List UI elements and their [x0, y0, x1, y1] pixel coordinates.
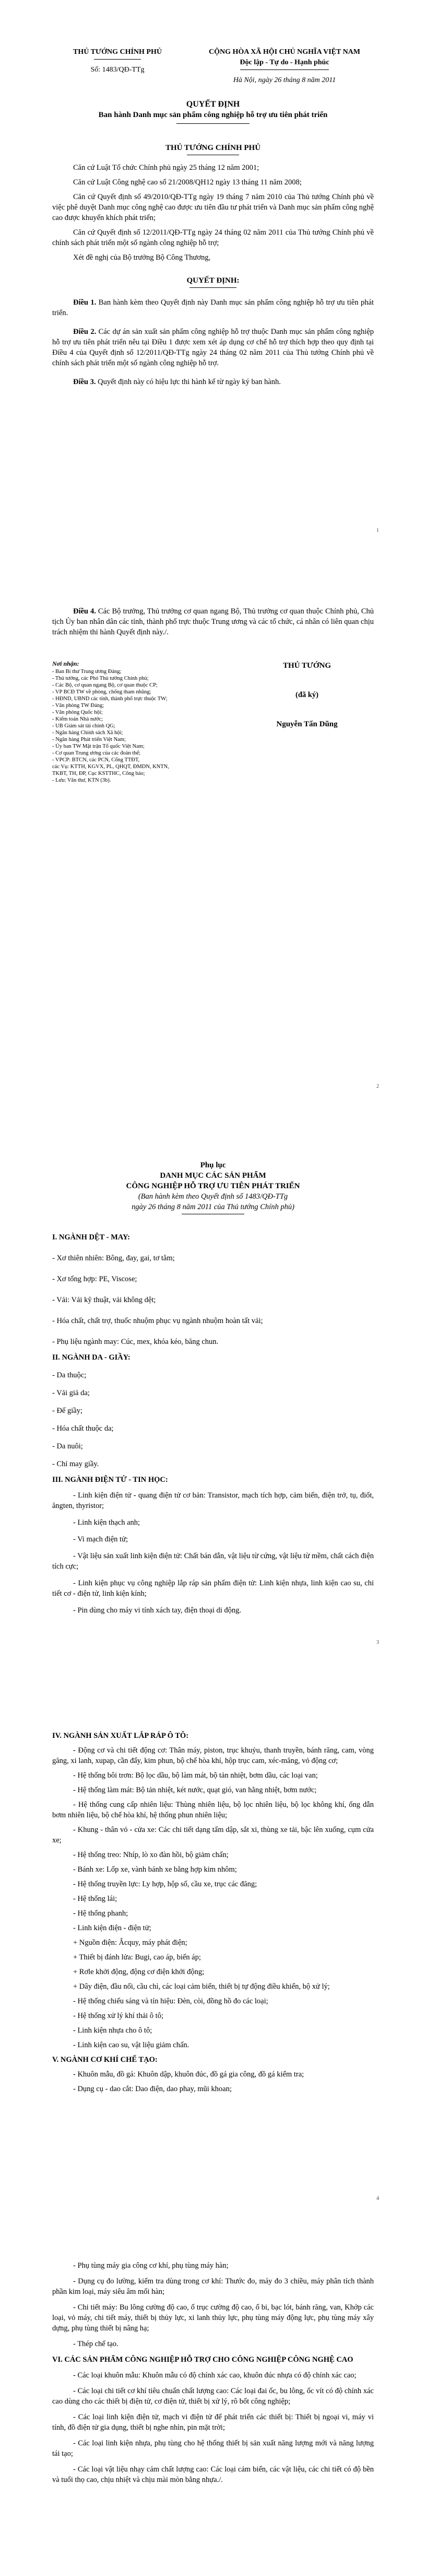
- list-item: - Phụ liệu ngành may: Cúc, mex, khóa kéo, băng chun.: [52, 1338, 219, 1346]
- list-item: - Khung - thân vỏ - cửa xe: Các chi tiết dạng tấm dập, sắt xi, thùng xe tải, bậc lên xuống, cụm cửa xe;: [52, 1826, 374, 1844]
- list-item: - Các loại khuôn mẫu: Khuôn mẫu có độ chính xác cao, khuôn đúc nhựa có độ chính xác cao;: [73, 2371, 357, 2380]
- doc-number: Số: 1483/QĐ-TTg: [90, 66, 145, 74]
- list-item: - Khuôn mẫu, đồ gá: Khuôn dập, khuôn đúc, đồ gá gia công, đồ gá kiểm tra;: [73, 2070, 304, 2079]
- recipient-8: - Kiểm toán Nhà nước;: [52, 716, 103, 722]
- recipient-17: - Lưu: Văn thư, KTN (3b).: [52, 778, 111, 783]
- list-item: - Đế giầy;: [52, 1407, 82, 1415]
- list-item: - Hệ thống xử lý khí thải ô tô;: [73, 2012, 163, 2020]
- list-item: - Hệ thống phanh;: [73, 1909, 128, 1918]
- article-4-head: Điều 4.: [73, 607, 96, 616]
- recipients-block: [52, 660, 224, 784]
- recipient-3: - Các Bộ, cơ quan ngang Bộ, cơ quan thuộc CP;: [52, 682, 158, 688]
- list-item: - Hệ thống lái;: [73, 1895, 117, 1903]
- list-item: + Thiết bị đánh lửa: Bugi, cao áp, biến áp;: [73, 1953, 201, 1962]
- list-item: - Da nuôi;: [52, 1442, 83, 1451]
- page-1-body: [52, 99, 374, 387]
- list-item: - Linh kiện cao su, vật liệu giảm chấn.: [73, 2041, 190, 2049]
- page-gap: [0, 552, 426, 556]
- list-item: - Bánh xe: Lốp xe, vành bánh xe bằng hợp kim nhôm;: [73, 1865, 237, 1874]
- list-item: - Hóa chất, chất trợ, thuốc nhuộm phục vụ ngành nhuộm hoàn tất vải;: [52, 1317, 263, 1325]
- article-1-text: Ban hành kèm theo Quyết định này Danh mục sản phẩm công nghiệp hỗ trợ ưu tiên phát triển.: [52, 298, 374, 317]
- place-date: Hà Nội, ngày 26 tháng 8 năm 2011: [233, 76, 336, 84]
- list-item: - Linh kiện điện - điện tử;: [73, 1924, 151, 1932]
- list-item: - Xơ tổng hợp: PE, Viscose;: [52, 1275, 137, 1283]
- recipient-7: - Văn phòng Quốc hội;: [52, 710, 103, 715]
- list-item: - Linh kiện nhựa cho ô tô;: [73, 2026, 152, 2035]
- page-2: [0, 556, 426, 1108]
- list-item: - Các loại vật liệu nhạy cảm chất lượng cao: Các loại cảm biến, các vật liệu, các chi tiết có độ bền và tuổi thọ cao, chịu nhiệt và chịu mài mòn bằng nhựa./.: [52, 2465, 374, 2484]
- list-item: - Hệ thống truyền lực: Ly hợp, hộp số, cầu xe, trục các đăng;: [73, 1880, 257, 1888]
- list-item: - Chỉ may giầy.: [52, 1460, 99, 1468]
- article-4: [52, 606, 374, 637]
- article-3: [52, 377, 374, 387]
- page-number: 1: [376, 528, 379, 533]
- page-1: [0, 0, 426, 552]
- list-item: - Linh kiện phục vụ công nghiệp lắp ráp sản phẩm điện tử: Linh kiện nhựa, linh kiện cao su, chi tiết cơ - điện tử, linh kiện kính;: [52, 1579, 374, 1598]
- article-1-head: Điều 1.: [73, 298, 97, 307]
- issuer: THỦ TƯỚNG CHÍNH PHỦ: [165, 144, 261, 152]
- page-number: 3: [376, 1640, 379, 1645]
- section-heading: IV. NGÀNH SẢN XUẤT LẮP RÁP Ô TÔ:: [52, 1732, 189, 1740]
- page-5: [0, 2224, 426, 2576]
- decides-rule: [190, 287, 236, 288]
- article-2: [52, 327, 374, 368]
- list-item: - Hệ thống bôi trơn: Bộ lọc dầu, bộ làm mát, bộ tản nhiệt, bơm dầu, các loại van;: [73, 1771, 318, 1780]
- signer-name: Nguyễn Tấn Dũng: [276, 720, 338, 728]
- signer-title: THỦ TƯỚNG: [282, 662, 332, 670]
- recipient-15: các Vụ: KTTH, KGVX, PL, QHQT, ĐMDN, KNTN,: [52, 764, 169, 770]
- recipient-1: - Ban Bí thư Trung ương Đảng;: [52, 669, 122, 675]
- nation-block: [188, 47, 381, 86]
- list-item: - Vải giả da;: [52, 1389, 90, 1397]
- basis-1: Căn cứ Luật Tổ chức Chính phủ ngày 25 tháng 12 năm 2001;: [73, 164, 259, 172]
- list-item: - Dụng cụ đo lường, kiểm tra dùng trong cơ khí: Thước đo, máy đo 3 chiều, máy phân tích thành phần kim loại, máy siêu âm mối hàn;: [52, 2277, 374, 2296]
- page-number: 4: [376, 2196, 379, 2201]
- list-item: - Linh kiện điện tử - quang điện tử cơ bản: Transistor, mạch tích hợp, cảm biến, điện trở, tụ, điốt, ăngten, thyristor;: [52, 1491, 374, 1510]
- article-3-head: Điều 3.: [73, 378, 96, 386]
- page-gap: [0, 2220, 426, 2224]
- agency-block: [52, 47, 183, 75]
- article-1: [52, 297, 374, 318]
- nation-name: CỘNG HÒA XÃ HỘI CHỦ NGHĨA VIỆT NAM: [208, 48, 360, 56]
- article-3-text: Quyết định này có hiệu lực thi hành kể từ ngày ký ban hành.: [96, 378, 281, 386]
- appendix-sub-1: (Ban hành kèm theo Quyết định số 1483/QĐ-TTg: [138, 1192, 288, 1201]
- recipient-10: - Ngân hàng Chính sách Xã hội;: [52, 730, 123, 736]
- article-2-head: Điều 2.: [73, 328, 97, 336]
- recipients-label: Nơi nhận:: [52, 660, 79, 667]
- recipient-16: TKBT, TH, ĐP, Cục KSTTHC, Công báo;: [52, 771, 145, 776]
- list-item: - Thép chế tạo.: [73, 2340, 119, 2348]
- list-item: - Vật liệu sản xuất linh kiện điện tử: Chất bán dẫn, vật liệu từ cứng, vật liệu từ mềm, chất cách điện tích cực;: [52, 1552, 374, 1571]
- list-item: - Phụ tùng máy gia công cơ khí, phụ tùng máy hàn;: [73, 2261, 229, 2270]
- appendix-sub-2: ngày 26 tháng 8 năm 2011 của Thủ tướng Chính phủ): [132, 1203, 294, 1211]
- list-item: - Hệ thống treo: Nhíp, lò xo đàn hồi, bộ giảm chấn;: [73, 1851, 229, 1859]
- list-item: - Vi mạch điện tử;: [73, 1535, 128, 1544]
- page-3-body: [52, 1160, 374, 1626]
- recipient-13: - Cơ quan Trung ương của các đoàn thể;: [52, 750, 141, 756]
- article-4-text: Các Bộ trưởng, Thủ trưởng cơ quan ngang Bộ, Thủ trưởng cơ quan thuộc Chính phủ, Chủ tịch Ủy ban nhân dân các tỉnh, thành phố trực thuộc Trung ương và các tổ chức, cá nhân có liên quan chịu trách nhiệm thi hành Quyết định này./.: [52, 607, 374, 636]
- recipient-14: - VPCP: BTCN, các PCN, Cổng TTĐT,: [52, 757, 140, 763]
- list-item: - Vải: Vải kỹ thuật, vải không dệt;: [52, 1296, 156, 1304]
- list-item: - Các loại linh kiện nhựa, phụ tùng cho hệ thống thiết bị sản xuất năng lượng mới và năng lượng tái tạo;: [52, 2439, 374, 2458]
- list-item: - Hệ thống chiếu sáng và tín hiệu: Đèn, còi, đồng hồ đo các loại;: [73, 1997, 268, 2005]
- recipient-2: - Thủ tướng, các Phó Thủ tướng Chính phủ;: [52, 676, 149, 681]
- section-heading: VI. CÁC SẢN PHẨM CÔNG NGHIỆP HỖ TRỢ CHO CÔNG NGHIỆP CÔNG NGHỆ CAO: [52, 2355, 353, 2364]
- doc-type: QUYẾT ĐỊNH: [186, 100, 240, 109]
- doc-title: Ban hành Danh mục sản phẩm công nghiệp hỗ trợ ưu tiên phát triển: [98, 111, 328, 119]
- agency-rule: [94, 59, 141, 60]
- section-heading: II. NGÀNH DA - GIẦY:: [52, 1353, 131, 1362]
- page-gap: [0, 1108, 426, 1112]
- section-heading: III. NGÀNH ĐIỆN TỬ - TIN HỌC:: [52, 1476, 168, 1484]
- signed-mark: (đã ký): [295, 691, 318, 699]
- recipient-6: - Văn phòng TW Đảng;: [52, 703, 104, 709]
- list-item: - Da thuộc;: [52, 1371, 87, 1379]
- list-item: - Hệ thống làm mát: Bộ tản nhiệt, két nước, quạt gió, van hằng nhiệt, bơm nước;: [73, 1786, 317, 1794]
- recipient-9: - UB Giám sát tài chính QG;: [52, 723, 115, 729]
- list-item: - Pin dùng cho máy vi tính xách tay, điện thoại di động.: [73, 1606, 242, 1615]
- basis-5: Xét đề nghị của Bộ trưởng Bộ Công Thương,: [73, 253, 211, 262]
- basis-4: Căn cứ Quyết định số 12/2011/QĐ-TTg ngày 24 tháng 02 năm 2011 của Thủ tướng Chính phủ về chính sách phát triển một số ngành công nghiệp hỗ trợ;: [52, 228, 374, 247]
- list-item: + Dây điện, đầu nối, cầu chì, các loại cảm biến, thiết bị tự động điều khiển, bộ xử lý;: [73, 1982, 330, 1991]
- appendix-label: Phụ lục: [200, 1161, 226, 1169]
- list-item: - Động cơ và chi tiết động cơ: Thân máy, piston, trục khuỷu, thanh truyền, bánh răng, cam, vòng găng, xi lanh, xupap, cần đẩy, kim phun, bộ chế hòa khí, hộp trục cam, xéc-măng, vỏ động cơ;: [52, 1746, 374, 1765]
- page-4-body: [52, 1731, 374, 2098]
- article-2-text: Các dự án sản xuất sản phẩm công nghiệp hỗ trợ thuộc Danh mục sản phẩm công nghiệp hỗ trợ ưu tiên phát triển nêu tại Điều 1 được xem xét áp dụng cơ chế hỗ trợ thích hợp theo quy định tại Điều 4 của Quyết định số 12/2011/QĐ-TTg ngày 24 tháng 02 năm 2011 của Thủ tướng Chính phủ về chính sách phát triển một số ngành công nghiệp hỗ trợ.: [52, 328, 374, 367]
- list-item: - Dụng cụ - dao cắt: Dao điện, dao phay, mũi khoan;: [73, 2085, 232, 2093]
- list-item: + Nguồn điện: Ắcquy, máy phát điện;: [73, 1939, 187, 1947]
- list-item: - Chi tiết máy: Bu lông cường độ cao, ổ trục cường độ cao, ổ bi, bạc lót, bánh răng, van, Khớp các loại, vỏ máy, chi tiết máy, thiết bị thủy lực, xi lanh thủy lực, phụ tùng máy động lực, phụ tùng máy xây dựng, phụ tùng thiết bị nâng hạ;: [52, 2303, 374, 2333]
- recipient-4: - VP BCĐ TW về phòng, chống tham nhũng;: [52, 689, 151, 695]
- basis-3: Căn cứ Quyết định số 49/2010/QĐ-TTg ngày 19 tháng 7 năm 2010 của Thủ tướng Chính phủ về việc phê duyệt Danh mục công nghệ cao được ưu tiên đầu tư phát triển và Danh mục sản phẩm công nghệ cao được khuyến khích phát triển;: [52, 193, 374, 222]
- recipient-11: - Ngân hàng Phát triển Việt Nam;: [52, 737, 126, 742]
- section-heading: V. NGÀNH CƠ KHÍ CHẾ TẠO:: [52, 2056, 158, 2064]
- page-2-body: [52, 606, 374, 637]
- list-item: - Các loại chi tiết cơ khí tiêu chuẩn chất lượng cao: Các loại đai ốc, bu lông, ốc vít có độ chính xác cao dùng cho các thiết bị điện tử, cơ điện tử, thiết bị xử lý, rô bốt công nghiệp;: [52, 2387, 374, 2406]
- basis-2: Căn cứ Luật Công nghệ cao số 21/2008/QH12 ngày 13 tháng 11 năm 2008;: [73, 178, 302, 187]
- motto-rule: [240, 69, 329, 70]
- section-heading: I. NGÀNH DỆT - MAY:: [52, 1233, 130, 1241]
- motto: Độc lập - Tự do - Hạnh phúc: [240, 59, 329, 66]
- page-gap: [0, 1664, 426, 1668]
- list-item: - Linh kiện thạch anh;: [73, 1518, 140, 1527]
- recipient-5: - HĐND, UBND các tỉnh, thành phố trực thuộc TW;: [52, 696, 168, 702]
- list-item: + Rơle khởi động, động cơ điện khởi động;: [73, 1968, 205, 1976]
- page-5-body: [52, 2260, 374, 2490]
- recipient-12: - Ủy ban TW Mặt trận Tổ quốc Việt Nam;: [52, 744, 145, 749]
- page-number: 2: [376, 1084, 379, 1089]
- agency-name: THỦ TƯỚNG CHÍNH PHỦ: [73, 48, 162, 56]
- list-item: - Xơ thiên nhiên: Bông, đay, gai, tơ tằm;: [52, 1254, 175, 1262]
- appendix-title-1: DANH MỤC CÁC SẢN PHẨM: [160, 1171, 266, 1180]
- decides-heading: QUYẾT ĐỊNH:: [186, 276, 240, 285]
- list-item: - Hệ thống cung cấp nhiên liệu: Thùng nhiên liệu, bộ lọc nhiên liệu, bộ lọc không khí, ống dẫn bơm nhiên liệu, bộ chế hòa khí, hệ thống phun nhiên liệu;: [52, 1801, 374, 1819]
- appendix-title-2: CÔNG NGHIỆP HỖ TRỢ ƯU TIÊN PHÁT TRIỂN: [126, 1182, 300, 1190]
- list-item: - Các loại linh kiện điện tử, mạch vi điện tử để phát triển các thiết bị: Thiết bị ngoại vi, máy vi tính, đồ điện tử gia dụng, thiết bị nghe nhìn, pin mặt trời;: [52, 2413, 374, 2432]
- page-3: [0, 1112, 426, 1664]
- page-4: [0, 1668, 426, 2220]
- list-item: - Hóa chất thuộc da;: [52, 1424, 114, 1433]
- signature-block: [240, 660, 374, 729]
- title-rule: [176, 123, 250, 124]
